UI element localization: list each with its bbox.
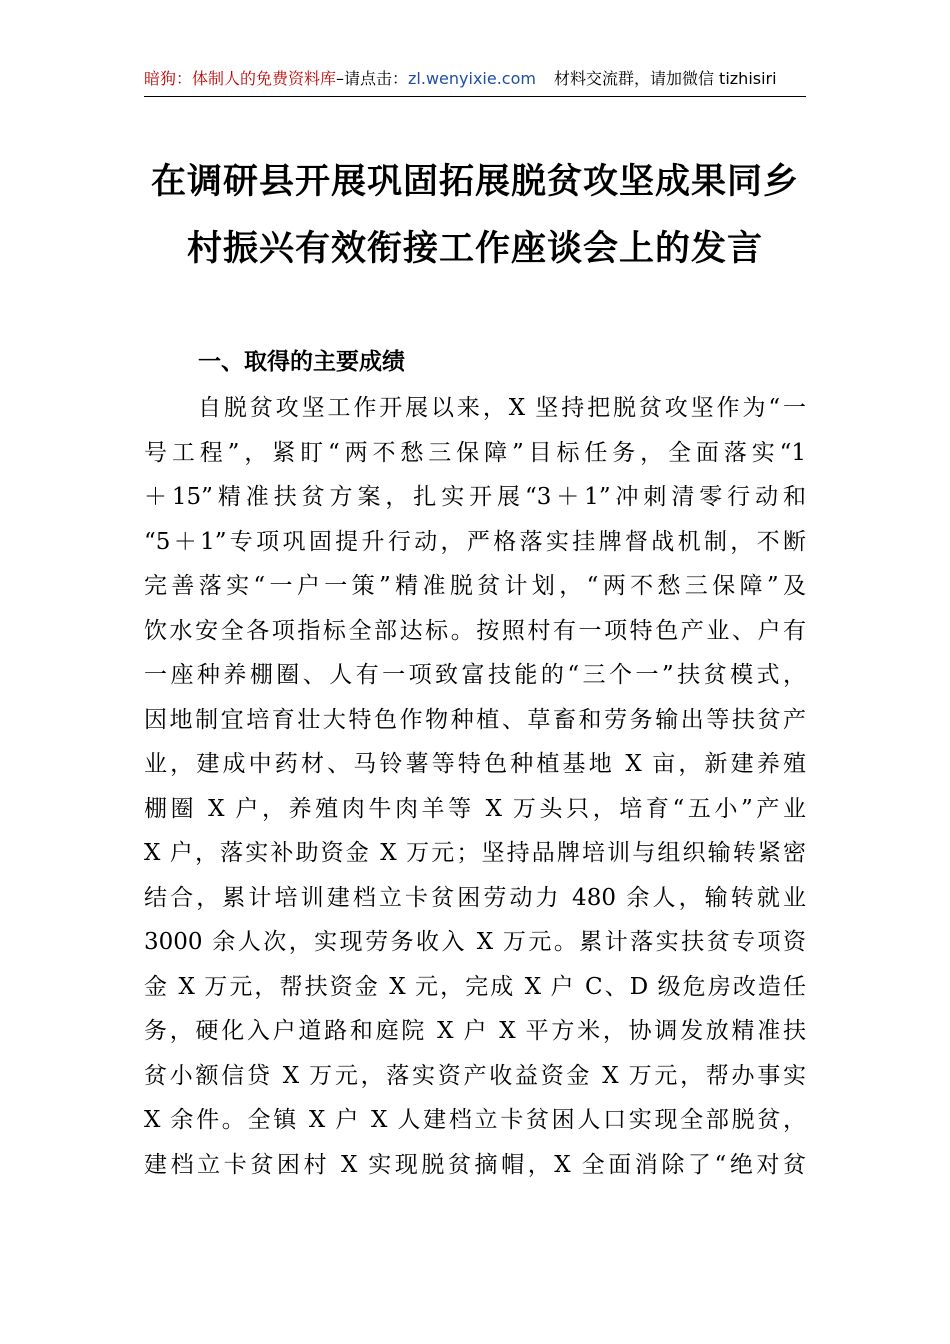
document-title <box>120 148 830 282</box>
section-heading: 一、取得的主要成绩 <box>198 349 405 375</box>
header-brand: 暗狗：体制人的免费资料库 <box>144 69 337 88</box>
paragraph-line: X 户，落实补助资金 X 万元；坚持品牌培训与组织输转紧密 <box>144 840 806 866</box>
header-prompt: –请点击： <box>336 69 409 88</box>
paragraph-line: 自脱贫攻坚工作开展以来，X 坚持把脱贫攻坚作为“一 <box>198 395 806 421</box>
title-line: 村振兴有效衔接工作座谈会上的发言 <box>186 228 763 269</box>
paragraph-line: 业，建成中药材、马铃薯等特色种植基地 X 亩，新建养殖 <box>144 751 806 777</box>
paragraph-line: 完善落实“一户一策”精准脱贫计划，“两不愁三保障”及 <box>144 573 806 599</box>
paragraph-line: 因地制宜培育壮大特色作物种植、草畜和劳务输出等扶贫产 <box>144 706 806 733</box>
paragraph-line: 棚圈 X 户，养殖肉牛肉羊等 X 万头只，培育“五小”产业 <box>144 795 806 822</box>
paragraph-line: 饮水安全各项指标全部达标。按照村有一项特色产业、户有 <box>144 617 806 644</box>
page-header <box>144 62 806 97</box>
paragraph-line: 号工程”，紧盯“两不愁三保障”目标任务，全面落实“1 <box>144 439 806 466</box>
paragraph-line: X 余件。全镇 X 户 X 人建档立卡贫困人口实现全部脱贫， <box>144 1107 806 1133</box>
header-contact: 材料交流群，请加微信 tizhisiri <box>553 69 777 88</box>
paragraph-line: “5＋1”专项巩固提升行动，严格落实挂牌督战机制，不断 <box>144 528 806 555</box>
paragraph-line: 务，硬化入户道路和庭院 X 户 X 平方米，协调发放精准扶 <box>144 1018 806 1044</box>
title-line: 在调研县开展巩固拓展脱贫攻坚成果同乡 <box>150 161 799 202</box>
paragraph-line: 一座种养棚圈、人有一项致富技能的“三个一”扶贫模式， <box>144 662 806 688</box>
paragraph-line: 3000 余人次，实现劳务收入 X 万元。累计落实扶贫专项资 <box>144 929 806 955</box>
paragraph-line: 结合，累计培训建档立卡贫困劳动力 480 余人，输转就业 <box>144 884 806 911</box>
paragraph-line: 贫小额信贷 X 万元，落实资产收益资金 X 万元，帮办事实 <box>144 1062 806 1089</box>
paragraph-line: 建档立卡贫困村 X 实现脱贫摘帽，X 全面消除了“绝对贫 <box>144 1151 806 1178</box>
paragraph-line: ＋15”精准扶贫方案，扎实开展“3＋1”冲刺清零行动和 <box>144 484 806 510</box>
body-paragraph <box>144 386 806 1187</box>
paragraph-line: 金 X 万元，帮扶资金 X 元，完成 X 户 C、D 级危房改造任 <box>144 973 806 1000</box>
header-link[interactable]: zl.wenyixie.com <box>408 69 536 88</box>
